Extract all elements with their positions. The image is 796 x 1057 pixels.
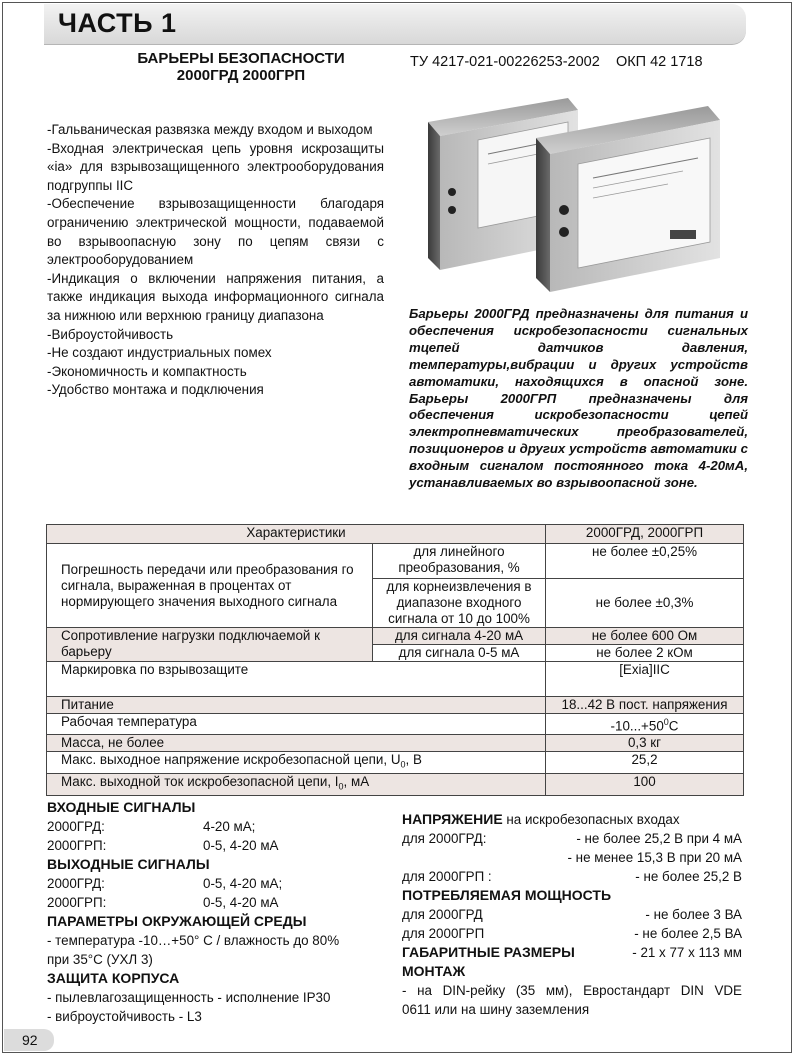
feature-item: -Индикация о включении напряжения питания, а также индикация выхода информационного сигнала за нижнюю или верхнюю границу диапазона — [47, 270, 384, 323]
voltage-title-rest: на искробезопасных входах — [502, 812, 680, 827]
marking-value: [Exia]IIC — [546, 662, 744, 697]
part-title: ЧАСТЬ 1 — [58, 8, 177, 38]
feature-item: -Обеспечение взрывозащищенности благодаря ограничению электрической мощности, подаваемой во взрывоопасную зону по цепям связи с электрооборудованием — [47, 196, 384, 268]
load-4-20-value: не более 600 Ом — [546, 628, 744, 645]
feature-item: -Входная электрическая цепь уровня искрозащиты «ia» для взрывозащищенного электрооборудования подгруппы IIC — [47, 140, 384, 193]
error-linear-value: не более ±0,25% — [546, 544, 744, 579]
housing-line1: - пылевлагозащищенность - исполнение IP30 — [47, 990, 331, 1005]
feature-item: -Не создают индустриальных помех — [47, 345, 272, 361]
mass-label: Масса, не более — [47, 735, 546, 752]
list-item — [47, 836, 387, 855]
outputs-grp-value: 0-5, 4-20 мА — [203, 895, 279, 910]
voltage-grd-value2: - не менее 15,3 В при 20 мА — [567, 850, 742, 865]
inputs-grd-value: 4-20 мА; — [203, 819, 256, 834]
inputs-grp-value: 0-5, 4-20 мА — [203, 838, 279, 853]
voltage-title: НАПРЯЖЕНИЕ — [402, 811, 503, 827]
mounting-line1: - на DIN-рейку (35 мм), Евростандарт DIN VDE — [402, 983, 742, 998]
environment-line2: при 35°С (УХЛ 3) — [47, 952, 153, 967]
environment-line1: - температура -10…+50° С / влажность до 80% — [47, 933, 340, 948]
io-label — [47, 774, 546, 796]
housing-heading: ЗАЩИТА КОРПУСА — [47, 970, 180, 986]
uo-label — [47, 752, 546, 774]
power-heading: ПОТРЕБЛЯЕМАЯ МОЩНОСТЬ — [402, 887, 612, 903]
product-title-line2: 2000ГРД 2000ГРП — [176, 67, 306, 84]
power-grd-label: для 2000ГРД — [402, 907, 483, 922]
power-supply-label: Питание — [47, 697, 546, 714]
feature-item: -Удобство монтажа и подключения — [47, 382, 264, 398]
mounting-heading: МОНТАЖ — [402, 963, 466, 979]
table-row — [47, 628, 744, 645]
table-row — [47, 544, 744, 579]
temperature-label: Рабочая температура — [47, 714, 546, 735]
product-description: Барьеры 2000ГРД предназначены для питания и обеспечения искробезопасности сигнальных тцепей датчиков давления, температуры,вибрации и других устройств автоматики, находящихся в опасной зоне. Барьеры 2000ГРП предназначены для обеспечения искробезопасности цепей электропневматических преобразователей, позиционеров и других устройств автоматики с входным сигналом постоянного тока 4-20мА, устанавливаемых во взрывоопасной зоне. — [409, 306, 748, 491]
io-label-text: Макс. выходной ток искробезопасной цепи, I — [61, 774, 339, 790]
tu-code: ТУ 4217-021-00226253-2002 — [410, 54, 600, 70]
table-row — [47, 714, 744, 735]
table-header-row — [47, 525, 744, 544]
error-root-value: не более ±0,3% — [546, 579, 744, 628]
okp-code: ОКП 42 1718 — [615, 54, 703, 70]
page-number: 92 — [22, 1032, 38, 1048]
list-item — [402, 829, 742, 848]
list-item — [47, 893, 387, 912]
feature-item: -Виброустойчивость — [47, 326, 174, 342]
header-models: 2000ГРД, 2000ГРП — [546, 525, 744, 544]
power-grp-value: - не более 2,5 ВА — [634, 926, 742, 941]
outputs-grp-label: 2000ГРП: — [47, 895, 107, 910]
outputs-grd-value: 0-5, 4-20 мА; — [203, 876, 283, 891]
list-item — [47, 874, 387, 893]
inputs-heading: ВХОДНЫЕ СИГНАЛЫ — [47, 799, 196, 815]
feature-item: -Гальваническая развязка между входом и выходом — [47, 122, 373, 137]
dimensions-heading: ГАБАРИТНЫЕ РАЗМЕРЫ — [402, 944, 575, 960]
header-characteristics: Характеристики — [47, 525, 546, 544]
table-row — [47, 735, 744, 752]
voltage-grd-value1: - не более 25,2 В при 4 мА — [576, 831, 742, 846]
dimensions-value: - 21 х 77 х 113 мм — [632, 945, 742, 960]
table-row — [47, 662, 744, 697]
feature-list — [47, 121, 384, 400]
mounting-line2: 0611 или на шину заземления — [402, 1002, 590, 1017]
load-label: Сопротивление нагрузки подключаемой к барьеру — [47, 628, 373, 662]
table-row — [47, 697, 744, 714]
housing-line2: - виброустойчивость - L3 — [47, 1009, 202, 1024]
inputs-grp-label: 2000ГРП: — [47, 838, 107, 853]
voltage-grp-value: - не более 25,2 В — [635, 869, 742, 884]
power-grd-value: - не более 3 ВА — [645, 907, 742, 922]
product-title-line1: БАРЬЕРЫ БЕЗОПАСНОСТИ — [137, 50, 345, 67]
power-supply-value: 18...42 В пост. напряжения — [546, 697, 744, 714]
mass-value: 0,3 кг — [546, 735, 744, 752]
io-value: 100 — [546, 774, 744, 796]
outputs-heading: ВЫХОДНЫЕ СИГНАЛЫ — [47, 856, 210, 872]
product-title — [96, 50, 386, 84]
voltage-grp-label: для 2000ГРП : — [402, 869, 492, 884]
temperature-unit: С — [668, 718, 679, 734]
power-grp-label: для 2000ГРП — [402, 926, 485, 941]
tu-okp-line — [410, 54, 703, 70]
io-unit: , мА — [343, 774, 370, 790]
error-label: Погрешность передачи или преобразования го сигнала, выраженная в процентах от нормирующего значения выходного сигнала — [47, 544, 373, 628]
lower-right-column — [402, 810, 742, 1019]
voltage-heading — [402, 810, 742, 829]
list-item — [47, 817, 387, 836]
temperature-range: -10...+50 — [610, 718, 664, 734]
specifications-table — [46, 524, 744, 796]
error-root-label: для корнеизвлечения в диапазоне входного сигнала от 10 до 100% — [373, 579, 546, 628]
list-item — [402, 924, 742, 943]
list-item — [402, 943, 742, 962]
lower-left-column — [47, 798, 387, 1026]
inputs-grd-label: 2000ГРД: — [47, 819, 105, 834]
voltage-grd-label: для 2000ГРД: — [402, 831, 487, 846]
list-item — [402, 867, 742, 886]
error-linear-label: для линейного преобразования, % — [373, 544, 546, 579]
temperature-value: $-10...+50^0С$ — [546, 714, 744, 735]
list-item — [402, 905, 742, 924]
product-photo — [418, 92, 736, 298]
uo-sub: 0 — [400, 760, 406, 771]
load-0-5-value: не более 2 кОм — [546, 645, 744, 662]
list-item — [402, 848, 742, 867]
load-4-20-label: для сигнала 4-20 мА — [373, 628, 546, 645]
uo-value: 25,2 — [546, 752, 744, 774]
load-0-5-label: для сигнала 0-5 мА — [373, 645, 546, 662]
outputs-grd-label: 2000ГРД: — [47, 876, 105, 891]
feature-item: -Экономичность и компактность — [47, 363, 247, 379]
table-row — [47, 752, 744, 774]
uo-label-text: Макс. выходное напряжение искробезопасной цепи, U — [61, 752, 401, 768]
io-sub: 0 — [338, 781, 344, 792]
table-row — [47, 774, 744, 796]
marking-label: Маркировка по взрывозащите — [47, 662, 546, 697]
uo-unit: , В — [405, 752, 422, 768]
environment-heading: ПАРАМЕТРЫ ОКРУЖАЮЩЕЙ СРЕДЫ — [47, 913, 307, 929]
